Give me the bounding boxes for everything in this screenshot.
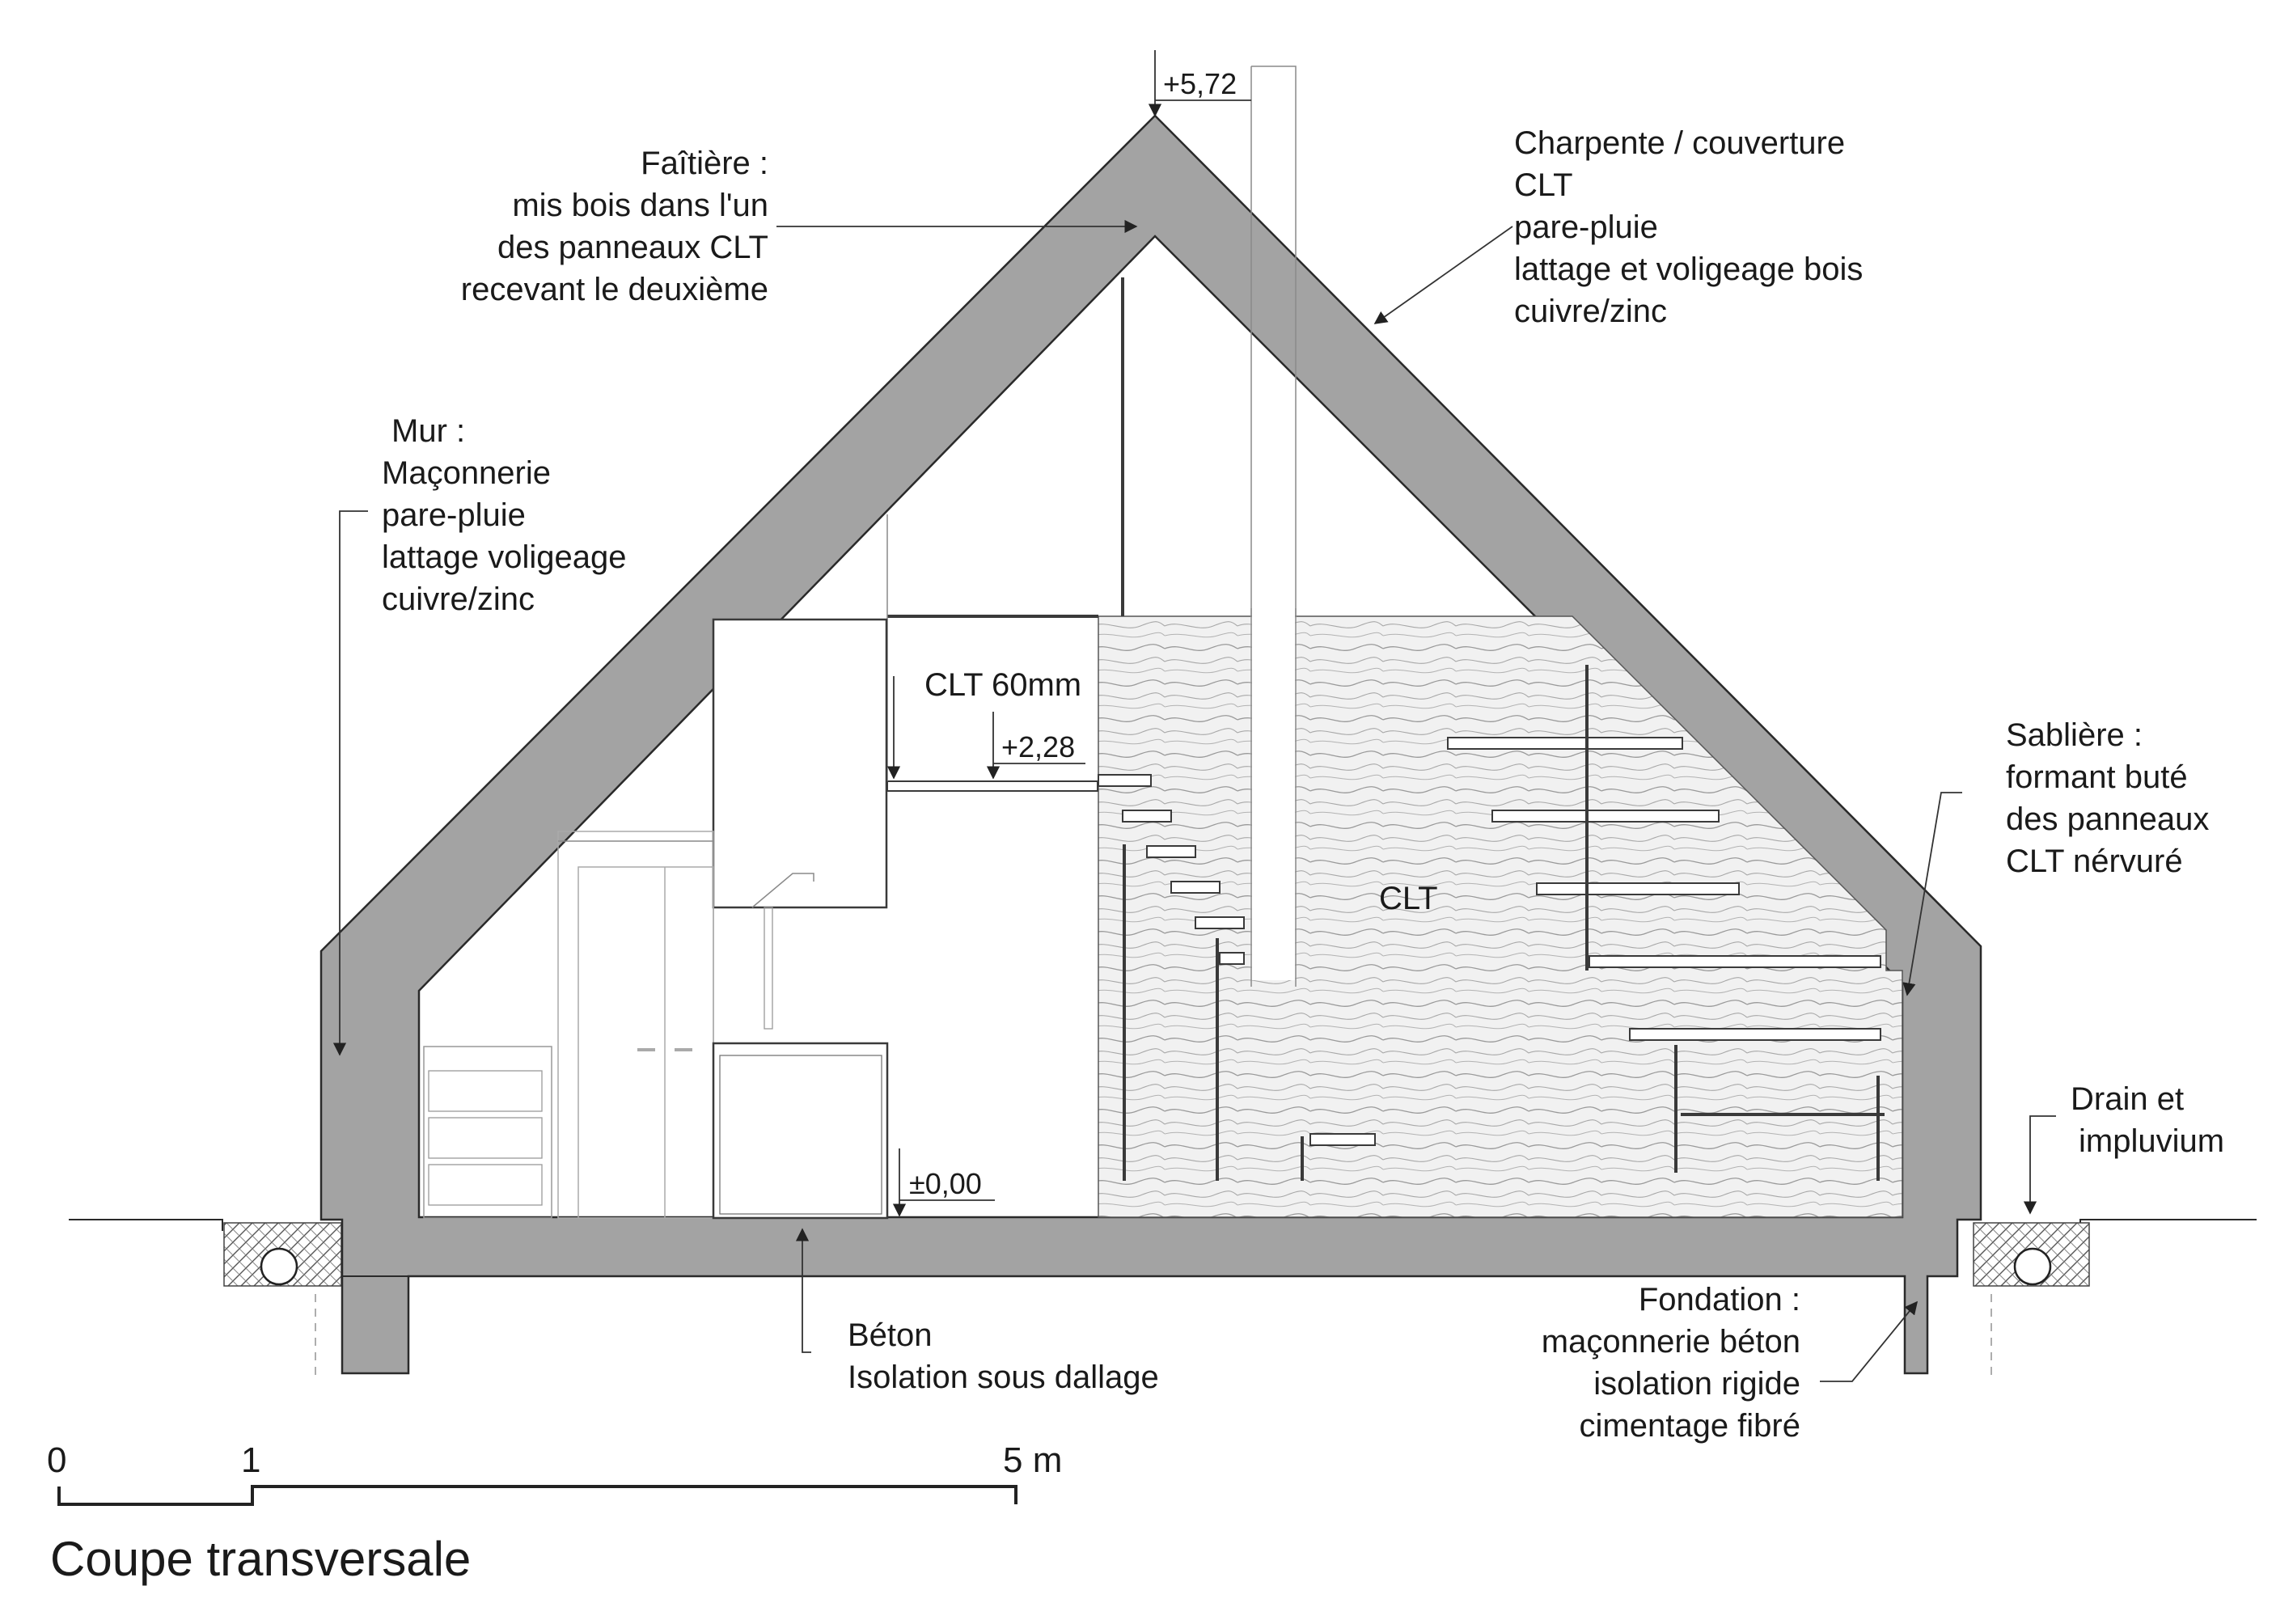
level-ridge: +5,72 xyxy=(1163,67,1237,100)
label-sabliere-line: Sablière : xyxy=(2006,717,2143,753)
scale-tick-5m: 5 m xyxy=(1003,1440,1063,1480)
scale-tick-0: 0 xyxy=(47,1440,67,1480)
scale-tick-1: 1 xyxy=(241,1440,261,1480)
label-charpente-line: Charpente / couverture xyxy=(1514,125,1846,161)
label-mur-line: cuivre/zinc xyxy=(382,582,535,617)
level-marker-floor xyxy=(899,1148,995,1216)
label-clt: CLT xyxy=(1379,881,1438,916)
label-clt-60mm: CLT 60mm xyxy=(924,667,1082,703)
label-mur-line: Maçonnerie xyxy=(382,455,552,491)
label-faitiere-line: mis bois dans l'un xyxy=(512,188,768,223)
label-charpente-line: pare-pluie xyxy=(1514,209,1658,245)
kitchen-hood xyxy=(713,620,886,1029)
drain-right xyxy=(1974,1223,2089,1379)
drain-left xyxy=(224,1223,341,1379)
label-fondation-line: Fondation : xyxy=(1638,1282,1800,1317)
label-sabliere-line: CLT nérvuré xyxy=(2006,844,2183,879)
label-beton-line: Béton xyxy=(848,1317,933,1353)
label-faitiere-line: des panneaux CLT xyxy=(497,230,768,265)
label-beton xyxy=(848,1317,1159,1395)
label-sabliere-line: des panneaux xyxy=(2006,801,2210,837)
label-fondation-line: isolation rigide xyxy=(1593,1366,1800,1402)
label-charpente-line: cuivre/zinc xyxy=(1514,294,1667,329)
level-marker-ridge xyxy=(1155,50,1251,116)
label-mur-line: lattage voligeage xyxy=(382,539,627,575)
label-drain-line: Drain et xyxy=(2071,1081,2185,1117)
label-sabliere xyxy=(2006,717,2209,879)
label-sabliere-line: formant buté xyxy=(2006,759,2188,795)
label-fondation-line: maçonnerie béton xyxy=(1541,1324,1800,1360)
label-faitiere-line: Faîtière : xyxy=(641,146,768,181)
label-faitiere-line: recevant le deuxième xyxy=(460,272,768,307)
label-charpente xyxy=(1514,125,1863,329)
label-fondation-line: cimentage fibré xyxy=(1579,1408,1800,1444)
label-mur-line: pare-pluie xyxy=(382,497,526,533)
level-mezzanine: +2,28 xyxy=(1001,730,1076,763)
label-faitiere xyxy=(461,146,768,307)
label-drain xyxy=(2071,1081,2224,1159)
level-floor: ±0,00 xyxy=(909,1167,982,1200)
drawing-caption: Coupe transversale xyxy=(50,1532,472,1586)
label-charpente-line: lattage et voligeage bois xyxy=(1514,252,1864,287)
label-mur-line: Mur : xyxy=(391,413,466,449)
label-drain-line: impluvium xyxy=(2079,1123,2225,1159)
label-charpente-line: CLT xyxy=(1514,167,1573,203)
label-mur xyxy=(382,413,626,617)
label-beton-line: Isolation sous dallage xyxy=(848,1360,1159,1395)
level-marker-mezzanine xyxy=(993,712,1085,778)
scale-bar xyxy=(47,1440,1062,1504)
label-fondation xyxy=(1542,1282,1800,1444)
